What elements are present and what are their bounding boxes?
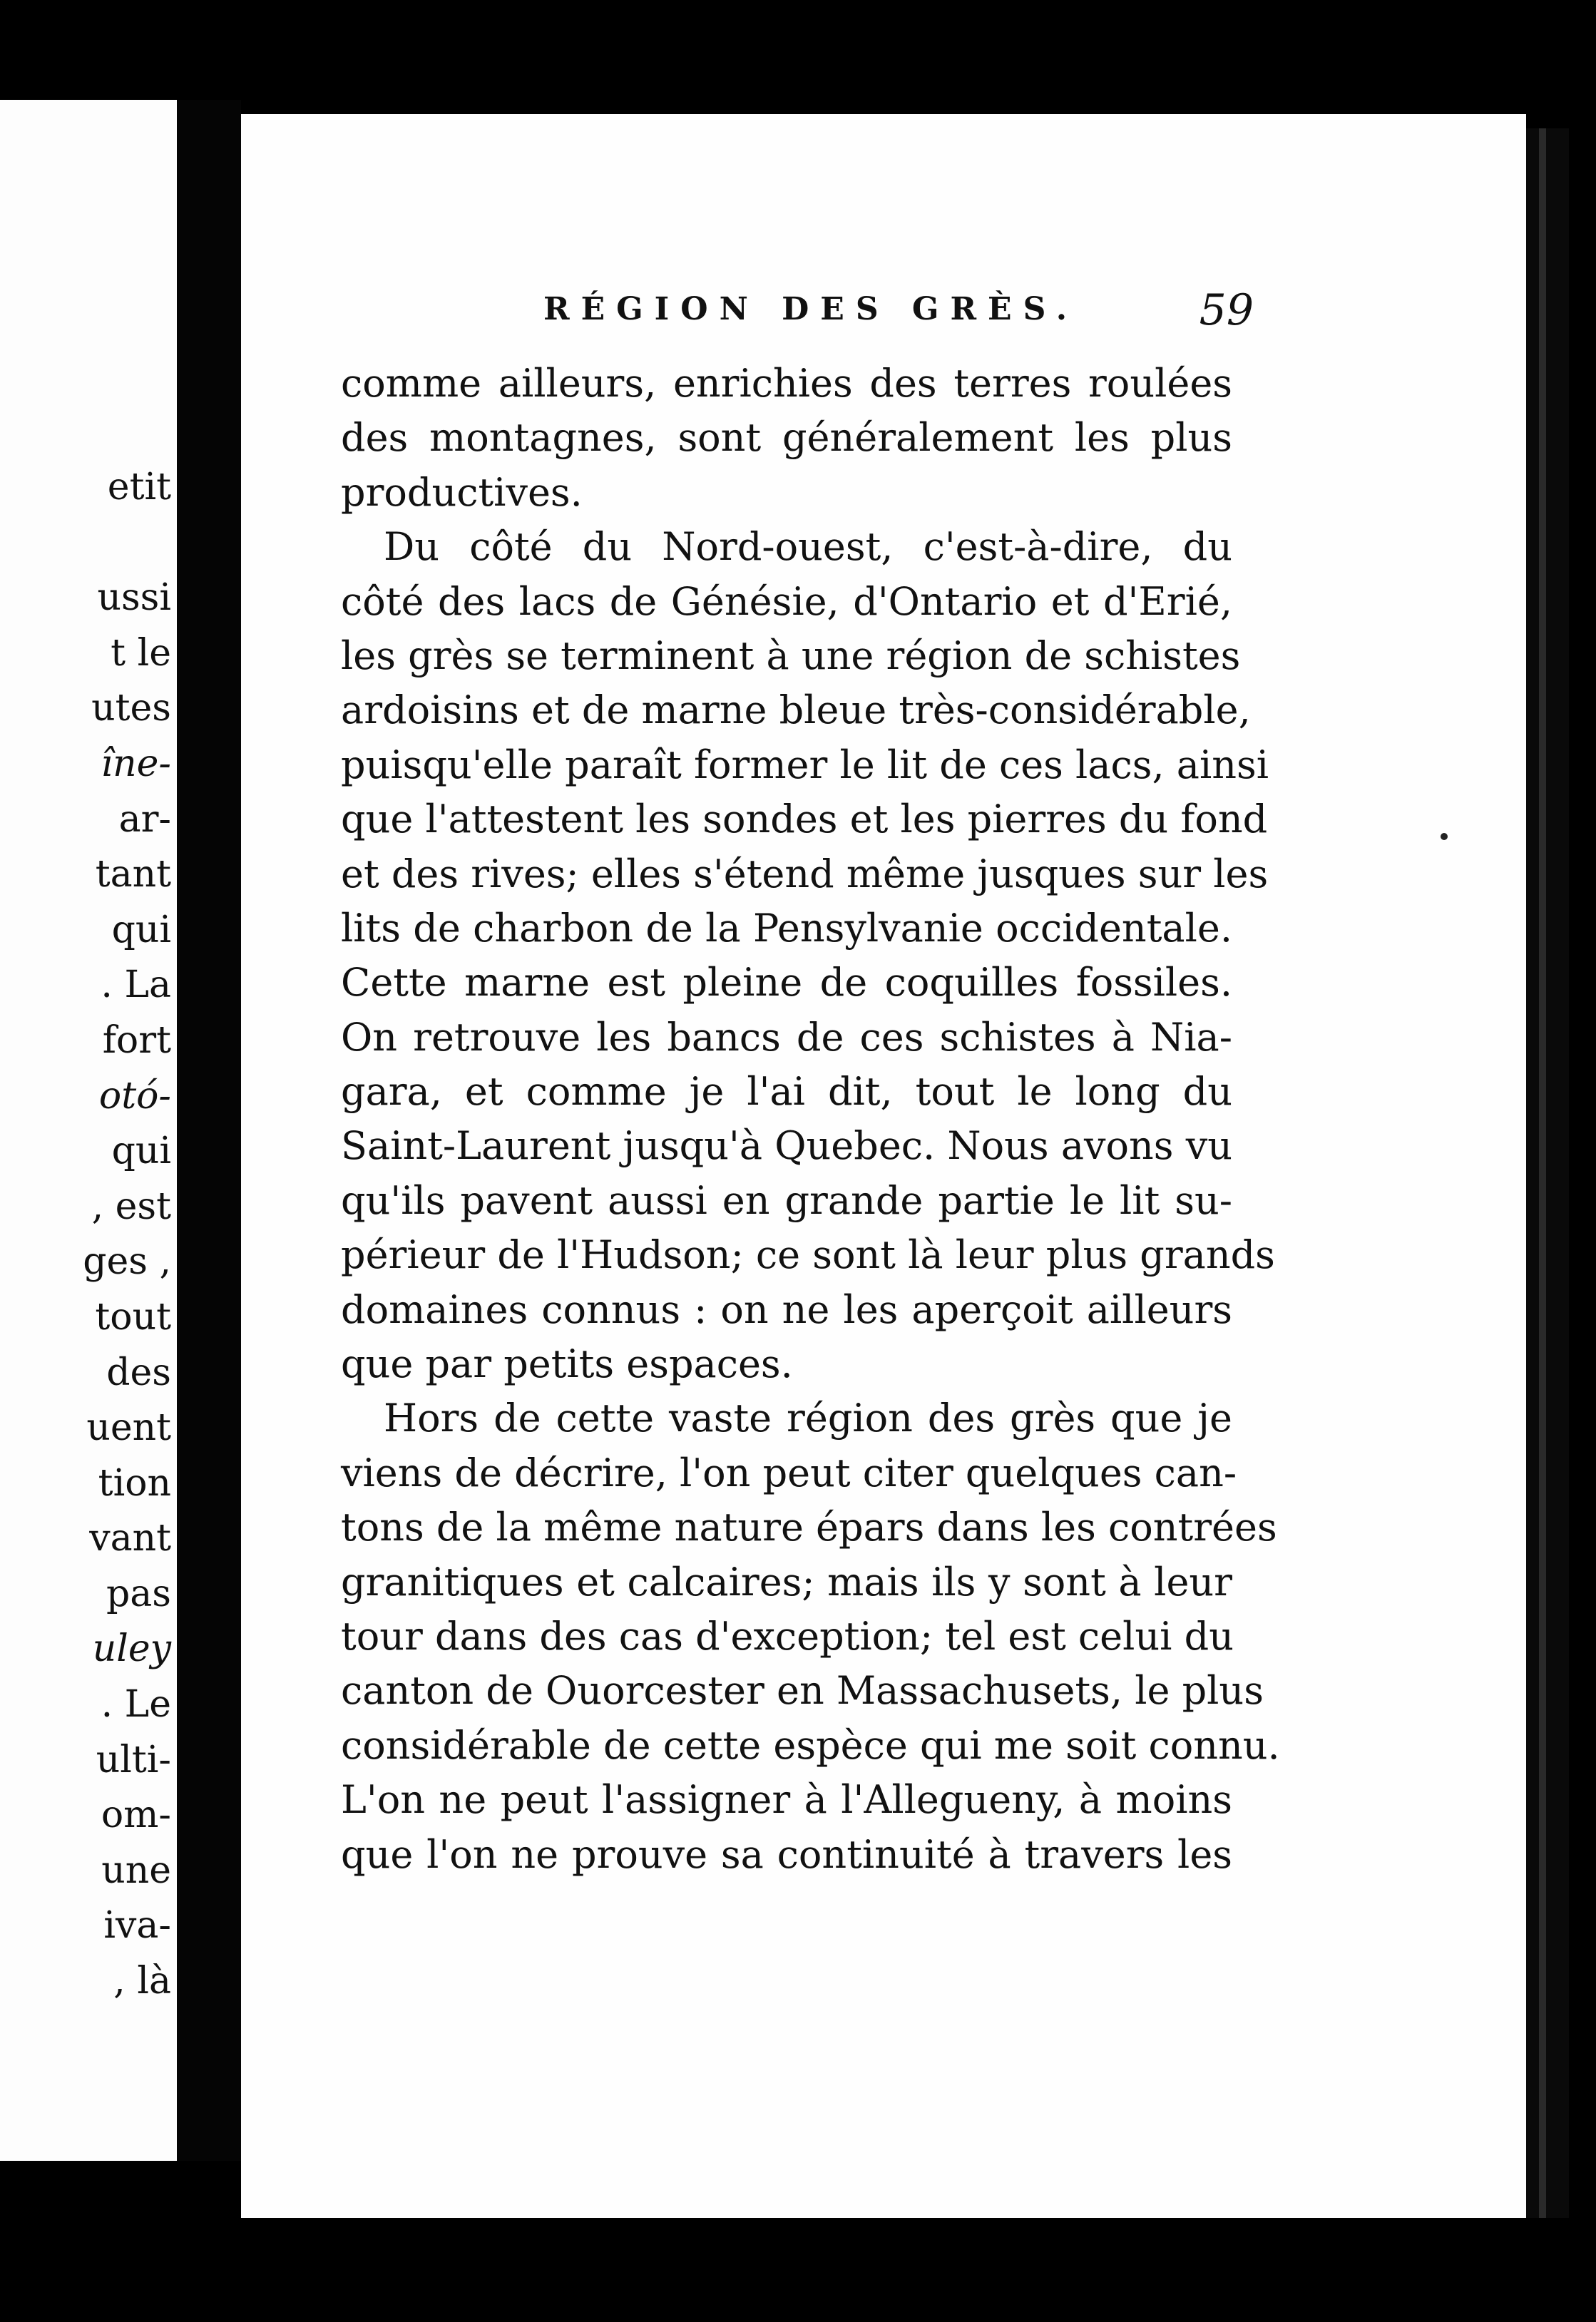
text-line: et des rives; elles s'étend même jusques sur les	[341, 851, 1269, 896]
left-page-line: ar-	[118, 797, 171, 841]
book-gutter	[177, 100, 241, 2161]
left-page-line: etit	[107, 466, 171, 508]
left-page-line	[83, 516, 171, 571]
text-line: périeur de l'Hudson; ce sont là leur plus grands	[341, 1232, 1275, 1278]
left-page-line: uent	[86, 1406, 171, 1450]
text-line: comme ailleurs, enrichies des terres roulées	[341, 361, 1232, 406]
left-page-line: ges ,	[83, 1240, 171, 1284]
text-line: On retrouve les bancs de ces schistes à Nia-	[341, 1014, 1232, 1060]
text-line: gara, et comme je l'ai dit, tout le long du	[341, 1069, 1232, 1115]
text-line: ardoisins et de marne bleue très-considérable,	[341, 687, 1251, 733]
left-page-line: utes	[91, 687, 171, 730]
left-page-line: . Le	[101, 1683, 171, 1727]
page-number: 59	[1199, 285, 1254, 335]
left-page-line: , est	[91, 1185, 171, 1228]
text-line: productives.	[341, 469, 583, 515]
text-line: L'on ne peut l'assigner à l'Allegueny, à moins	[341, 1777, 1232, 1823]
text-line: les grès se terminent à une région de schistes	[341, 633, 1241, 678]
text-line: Hors de cette vaste région des grès que je	[384, 1396, 1232, 1441]
left-page-line: tion	[98, 1461, 171, 1505]
text-line: lits de charbon de la Pensylvanie occidentale.	[341, 905, 1232, 951]
left-page-line: ussi	[97, 576, 171, 620]
text-line: que par petits espaces.	[341, 1341, 793, 1387]
body-text	[341, 357, 1280, 1882]
left-page-line: pas	[106, 1572, 171, 1615]
text-line: Du côté du Nord-ouest, c'est-à-dire, du	[384, 524, 1232, 570]
text-line: tour dans des cas d'exception; tel est celui du	[341, 1613, 1234, 1659]
text-line: des montagnes, sont généralement les plus	[341, 415, 1232, 461]
left-page-line: iva-	[103, 1904, 171, 1948]
left-page-line: ulti-	[96, 1738, 171, 1781]
text-line: puisqu'elle paraît former le lit de ces lacs, ainsi	[341, 742, 1269, 787]
text-line: que l'on ne prouve sa continuité à travers les	[341, 1831, 1232, 1877]
left-page-line: uley	[92, 1627, 171, 1671]
text-line: tons de la même nature épars dans les contrées	[341, 1505, 1277, 1550]
left-page-text-fragments	[83, 460, 171, 2010]
text-line: Saint-Laurent jusqu'à Quebec. Nous avons vu	[341, 1123, 1232, 1169]
left-page-line: t le	[111, 631, 171, 675]
running-head	[357, 285, 1262, 349]
text-line: viens de décrire, l'on peut citer quelques can-	[341, 1450, 1237, 1495]
text-line: granitiques et calcaires; mais ils y sont à leur	[341, 1559, 1232, 1605]
left-page-line: , là	[113, 1960, 171, 2003]
text-line: canton de Ouorcester en Massachusets, le plus	[341, 1668, 1264, 1714]
left-page-line: vant	[89, 1517, 171, 1560]
text-line: que l'attestent les sondes et les pierres du fond	[341, 797, 1268, 842]
left-page-line: om-	[101, 1794, 171, 1837]
left-page-line: tout	[95, 1295, 171, 1339]
left-page-line: . La	[101, 963, 171, 1007]
left-facing-page	[0, 100, 177, 2161]
left-page-line: fort	[102, 1018, 171, 1062]
page-edge-strip	[1539, 128, 1546, 2218]
text-line: domaines connus : on ne les aperçoit ailleurs	[341, 1287, 1232, 1332]
left-page-line: des	[106, 1351, 171, 1394]
text-line: considérable de cette espèce qui me soit connu.	[341, 1722, 1280, 1768]
left-page-line: qui	[111, 908, 171, 951]
left-page-line: îne-	[101, 742, 171, 785]
text-line: côté des lacs de Génésie, d'Ontario et d'Erié,	[341, 578, 1232, 624]
left-page-line: une	[101, 1848, 171, 1892]
left-page-line: tant	[95, 853, 171, 896]
ink-speck	[1441, 833, 1448, 840]
left-page-line: qui	[111, 1130, 171, 1173]
text-line: qu'ils pavent aussi en grande partie le lit su-	[341, 1177, 1232, 1223]
running-title: RÉGION DES GRÈS.	[543, 291, 1079, 327]
left-page-line: otó-	[98, 1074, 171, 1117]
text-line: Cette marne est pleine de coquilles fossiles.	[341, 960, 1232, 1006]
page-edge	[1526, 128, 1569, 2218]
